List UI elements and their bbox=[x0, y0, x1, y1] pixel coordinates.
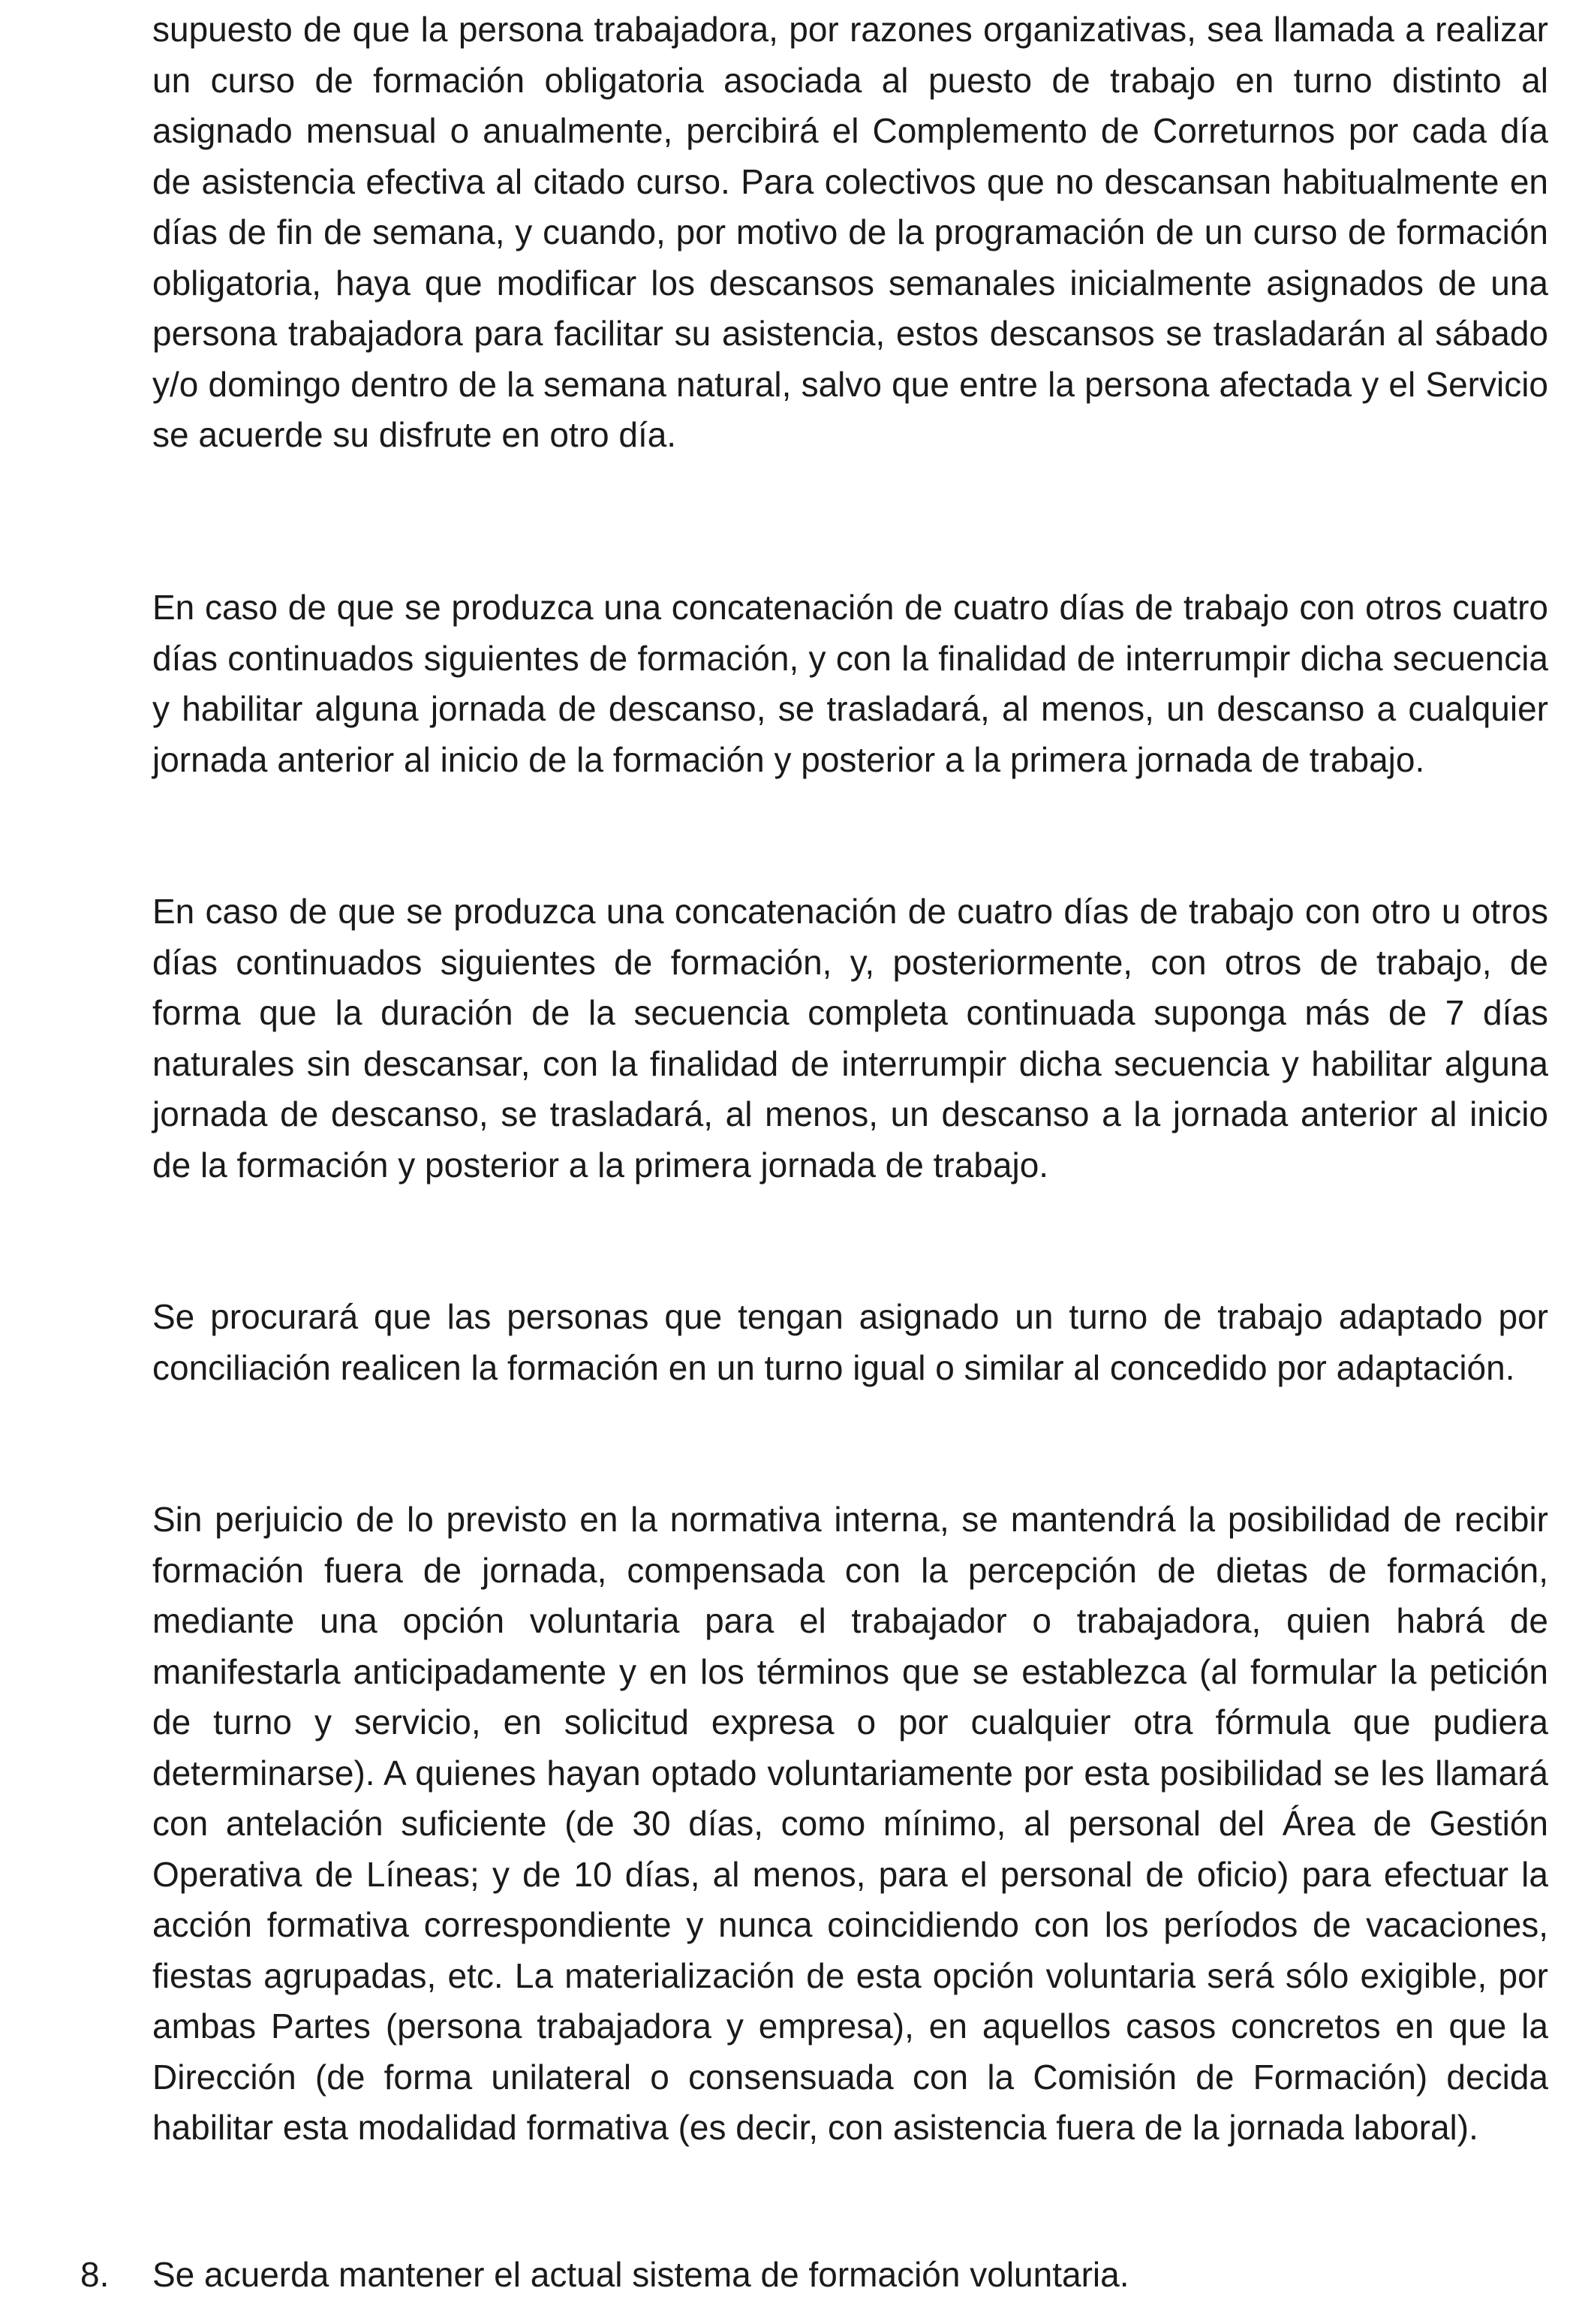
paragraph-adapted-shift: Se procurará que las personas que tengan asignado un turno de trabajo adaptado por conciliación realicen la formación en un turno igual o similar al concedido por adaptación. bbox=[152, 1297, 1548, 1387]
list-item-text: Se acuerda mantener el actual sistema de formación voluntaria. bbox=[152, 2255, 1129, 2294]
paragraph-concatenation-four-days: En caso de que se produzca una concatenación de cuatro días de trabajo con otros cuatro días continuados siguientes de formación, y con la finalidad de interrumpir dicha secuencia y habilitar alguna jornada de descanso, se trasladará, al menos, un descanso a cualquier jornada anterior al inicio de la formación y posterior a la primera jornada de trabajo. bbox=[152, 588, 1548, 779]
paragraph-concatenation-seven-days: En caso de que se produzca una concatenación de cuatro días de trabajo con otro u otros días continuados siguientes de formación, y, posteriormente, con otros de trabajo, de forma que la duración de la secuencia completa continuada suponga más de 7 días naturales sin descansar, con la finalidad de interrumpir dicha secuencia y habilitar alguna jornada de descanso, se trasladará, al menos, un descanso a la jornada anterior al inicio de la formación y posterior a la primera jornada de trabajo. bbox=[152, 892, 1548, 1185]
paragraph-continuation: supuesto de que la persona trabajadora, por razones organizativas, sea llamada a realizar un curso de formación obligatoria asociada al puesto de trabajo en turno distinto al asignado mensual o anualmente, percibirá el Complemento de Correturnos por cada día de asistencia efectiva al citado curso. Para colectivos que no descansan habitualmente en días de fin de semana, y cuando, por motivo de la programación de un curso de formación obligatoria, haya que modificar los descansos semanales inicialmente asignados de una persona trabajadora para facilitar su asistencia, estos descansos se trasladarán al sábado y/o domingo dentro de la semana natural, salvo que entre la persona afectada y el Servicio se acuerde su disfrute en otro día. bbox=[152, 10, 1548, 454]
paragraph-voluntary-training-outside-hours: Sin perjuicio de lo previsto en la normativa interna, se mantendrá la posibilidad de recibir formación fuera de jornada, compensada con la percepción de dietas de formación, mediante una opción voluntaria para el trabajador o trabajadora, quien habrá de manifestarla anticipadamente y en los términos que se establezca (al formular la petición de turno y servicio, en solicitud expresa o por cualquier otra fórmula que pudiera determinarse). A quienes hayan optado voluntariamente por esta posibilidad se les llamará con antelación suficiente (de 30 días, como mínimo, al personal del Área de Gestión Operativa de Líneas; y de 10 días, al menos, para el personal de oficio) para efectuar la acción formativa correspondiente y nunca coincidiendo con los períodos de vacaciones, fiestas agrupadas, etc. La materialización de esta opción voluntaria será sólo exigible, por ambas Partes (persona trabajadora y empresa), en aquellos casos concretos en que la Dirección (de forma unilateral o consensuada con la Comisión de Formación) decida habilitar esta modalidad formativa (es decir, con asistencia fuera de la jornada laboral). bbox=[152, 1500, 1548, 2147]
list-item-number: 8. bbox=[80, 2255, 110, 2294]
